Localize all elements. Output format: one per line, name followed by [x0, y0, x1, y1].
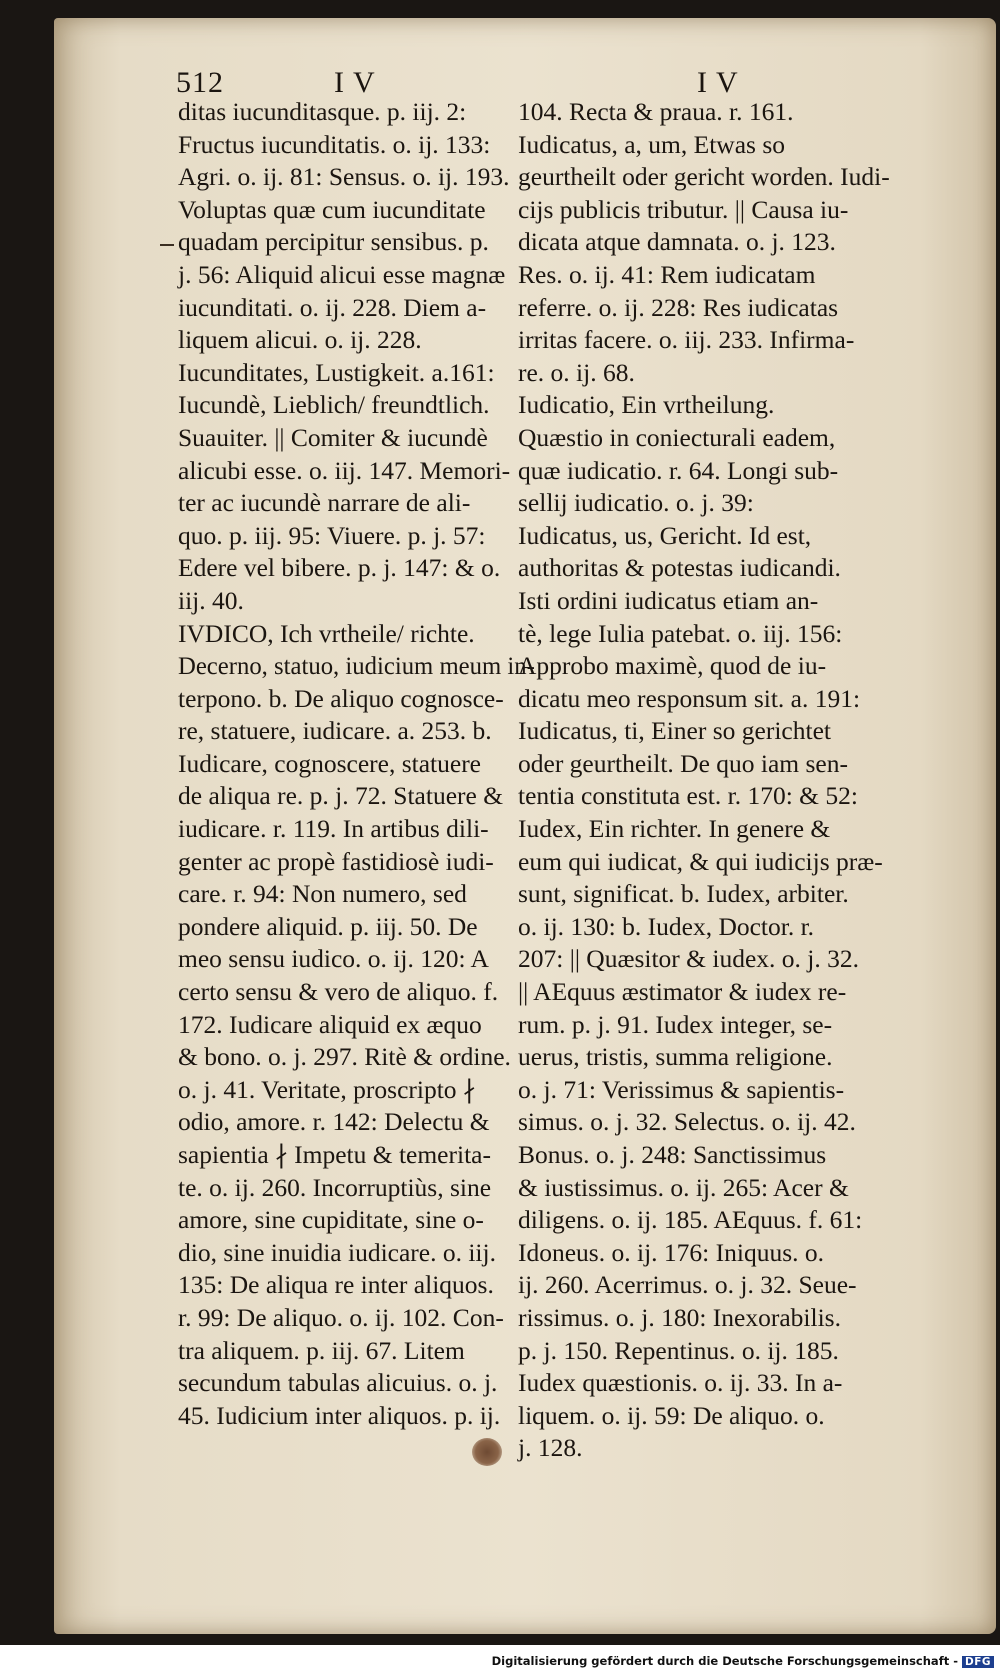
text-line: odio, amore. r. 142: Delectu &	[178, 1107, 490, 1137]
text-line: Fructus iucunditatis. o. ij. 133:	[178, 129, 491, 159]
text-line: Iudicatus, a, um, Etwas so	[518, 129, 785, 159]
text-line: pondere aliquid. p. iij. 50. De	[178, 911, 478, 941]
text-line: diligens. o. ij. 185. AEquus. f. 61:	[518, 1205, 863, 1235]
text-line: referre. o. ij. 228: Res iudicatas	[518, 292, 839, 322]
text-line: ter ac iucundè narrare de ali-	[178, 488, 471, 518]
text-line: meo sensu iudico. o. ij. 120: A	[178, 944, 489, 974]
text-line: Agri. o. ij. 81: Sensus. o. ij. 193.	[178, 162, 510, 192]
text-line: liquem alicui. o. ij. 228.	[178, 325, 422, 355]
text-line: irritas facere. o. iij. 233. Infirma-	[518, 325, 855, 355]
page-number: 512	[176, 66, 224, 99]
text-line: Voluptas quæ cum iucunditate	[178, 194, 486, 224]
text-line: iudicare. r. 119. In artibus dili-	[178, 814, 489, 844]
text-line: rissimus. o. j. 180: Inexorabilis.	[518, 1302, 841, 1332]
text-line: Idoneus. o. ij. 176: Iniquus. o.	[518, 1237, 824, 1267]
text-line: eum qui iudicat, & qui iudicijs præ-	[518, 846, 883, 876]
text-line: p. j. 150. Repentinus. o. ij. 185.	[518, 1335, 839, 1365]
text-line: terpono. b. De aliquo cognosce-	[178, 683, 504, 713]
text-line: Iudex quæstionis. o. ij. 33. In a-	[518, 1368, 843, 1398]
text-line: Iudex, Ein richter. In genere &	[518, 814, 831, 844]
text-line: cijs publicis tributur. || Causa iu-	[518, 194, 849, 224]
text-line: quo. p. iij. 95: Viuere. p. j. 57:	[178, 520, 486, 550]
text-line: & iustissimus. o. ij. 265: Acer &	[518, 1172, 849, 1202]
text-line: de aliqua re. p. j. 72. Statuere &	[178, 781, 504, 811]
text-line: Iudicatus, ti, Einer so gerichtet	[518, 716, 831, 746]
text-line: geurtheilt oder gericht worden. Iudi-	[518, 162, 890, 192]
text-line: iucunditati. o. ij. 228. Diem a-	[178, 292, 487, 322]
text-line: ditas iucunditasque. p. iij. 2:	[178, 97, 467, 126]
text-line: secundum tabulas alicuius. o. j.	[178, 1368, 498, 1398]
text-line: quæ iudicatio. r. 64. Longi sub-	[518, 455, 839, 485]
text-line: iij. 40.	[178, 585, 244, 615]
text-line: amore, sine cupiditate, sine o-	[178, 1205, 484, 1235]
text-line: j. 56: Aliquid alicui esse magnæ	[178, 259, 506, 289]
text-line: alicubi esse. o. iij. 147. Memori-	[178, 455, 511, 485]
text-line: simus. o. j. 32. Selectus. o. ij. 42.	[518, 1107, 856, 1137]
text-line: tra aliquem. p. iij. 67. Litem	[178, 1335, 465, 1365]
text-line: ij. 260. Acerrimus. o. j. 32. Seue-	[518, 1270, 857, 1300]
text-line: te. o. ij. 260. Incorruptiùs, sine	[178, 1172, 492, 1202]
footer-text: Digitalisierung gefördert durch die Deutsche Forschungsgemeinschaft -	[491, 1654, 958, 1668]
text-line: Bonus. o. j. 248: Sanctissimus	[518, 1140, 827, 1169]
text-line: dicata atque damnata. o. j. 123.	[518, 227, 836, 257]
text-line: Quæstio in coniecturali eadem,	[518, 422, 836, 452]
text-line: rum. p. j. 91. Iudex integer, se-	[518, 1009, 833, 1039]
text-line: 207: || Quæsitor & iudex. o. j. 32.	[518, 944, 860, 974]
dfg-logo: DFG	[962, 1656, 994, 1668]
text-line: & bono. o. j. 297. Ritè & ordine.	[178, 1042, 511, 1072]
text-line: sunt, significat. b. Iudex, arbiter.	[518, 879, 849, 909]
margin-mark	[160, 244, 174, 246]
text-line: 45. Iudicium inter aliquos. p. ij.	[178, 1400, 501, 1430]
text-line: Approbo maximè, quod de iu-	[518, 651, 827, 681]
text-line: genter ac propè fastidiosè iudi-	[178, 846, 494, 876]
text-line: Iudicare, cognoscere, statuere	[178, 748, 481, 778]
text-line: sellij iudicatio. o. j. 39:	[518, 488, 754, 518]
text-line: Iucunditates, Lustigkeit. a.161:	[178, 357, 495, 387]
text-line: IVDICO, Ich vrtheile/ richte.	[178, 618, 475, 648]
text-line: Iudicatus, us, Gericht. Id est,	[518, 520, 812, 550]
text-line: quadam percipitur sensibus. p.	[178, 227, 489, 257]
text-line: 172. Iudicare aliquid ex æquo	[178, 1009, 482, 1039]
text-line: re, statuere, iudicare. a. 253. b.	[178, 716, 492, 746]
text-line: oder geurtheilt. De quo iam sen-	[518, 748, 848, 778]
text-line: liquem. o. ij. 59: De aliquo. o.	[518, 1400, 825, 1430]
text-line: r. 99: De aliquo. o. ij. 102. Con-	[178, 1302, 504, 1332]
text-line: j. 128.	[518, 1433, 583, 1463]
text-line: authoritas & potestas iudicandi.	[518, 553, 841, 583]
text-line: o. j. 71: Verissimus & sapientis-	[518, 1074, 845, 1104]
text-line: certo sensu & vero de aliquo. f.	[178, 977, 499, 1007]
text-line: Suauiter. || Comiter & iucundè	[178, 422, 488, 452]
text-line: Iucundè, Lieblich/ freundtlich.	[178, 390, 490, 420]
text-line: Edere vel bibere. p. j. 147: & o.	[178, 553, 501, 583]
text-line: 104. Recta & praua. r. 161.	[518, 97, 794, 126]
running-head-right: I V	[697, 66, 739, 99]
text-line: tentia constituta est. r. 170: & 52:	[518, 781, 858, 811]
text-line: Res. o. ij. 41: Rem iudicatam	[518, 259, 816, 289]
text-line: dio, sine inuidia iudicare. o. iij.	[178, 1237, 496, 1267]
paper-stain	[472, 1438, 502, 1466]
right-column	[518, 96, 898, 1465]
text-line: dicatu meo responsum sit. a. 191:	[518, 683, 861, 713]
text-line: Iudicatio, Ein vrtheilung.	[518, 390, 775, 420]
text-line: 135: De aliqua re inter aliquos.	[178, 1270, 494, 1300]
text-line: tè, lege Iulia patebat. o. iij. 156:	[518, 618, 843, 648]
text-line: sapientia ∤ Impetu & temerita-	[178, 1140, 491, 1169]
text-line: Isti ordini iudicatus etiam an-	[518, 585, 819, 615]
footer-credit	[492, 1654, 994, 1668]
text-line: care. r. 94: Non numero, sed	[178, 879, 467, 909]
text-line: uerus, tristis, summa religione.	[518, 1042, 833, 1072]
text-line: re. o. ij. 68.	[518, 357, 635, 387]
text-line: o. j. 41. Veritate, proscripto ∤	[178, 1074, 476, 1104]
running-head-left: I V	[334, 66, 376, 99]
text-line: o. ij. 130: b. Iudex, Doctor. r.	[518, 911, 815, 941]
text-line: Decerno, statuo, iudicium meum in-	[178, 651, 535, 681]
left-column	[178, 96, 535, 1432]
text-line: || AEquus æstimator & iudex re-	[518, 977, 847, 1007]
